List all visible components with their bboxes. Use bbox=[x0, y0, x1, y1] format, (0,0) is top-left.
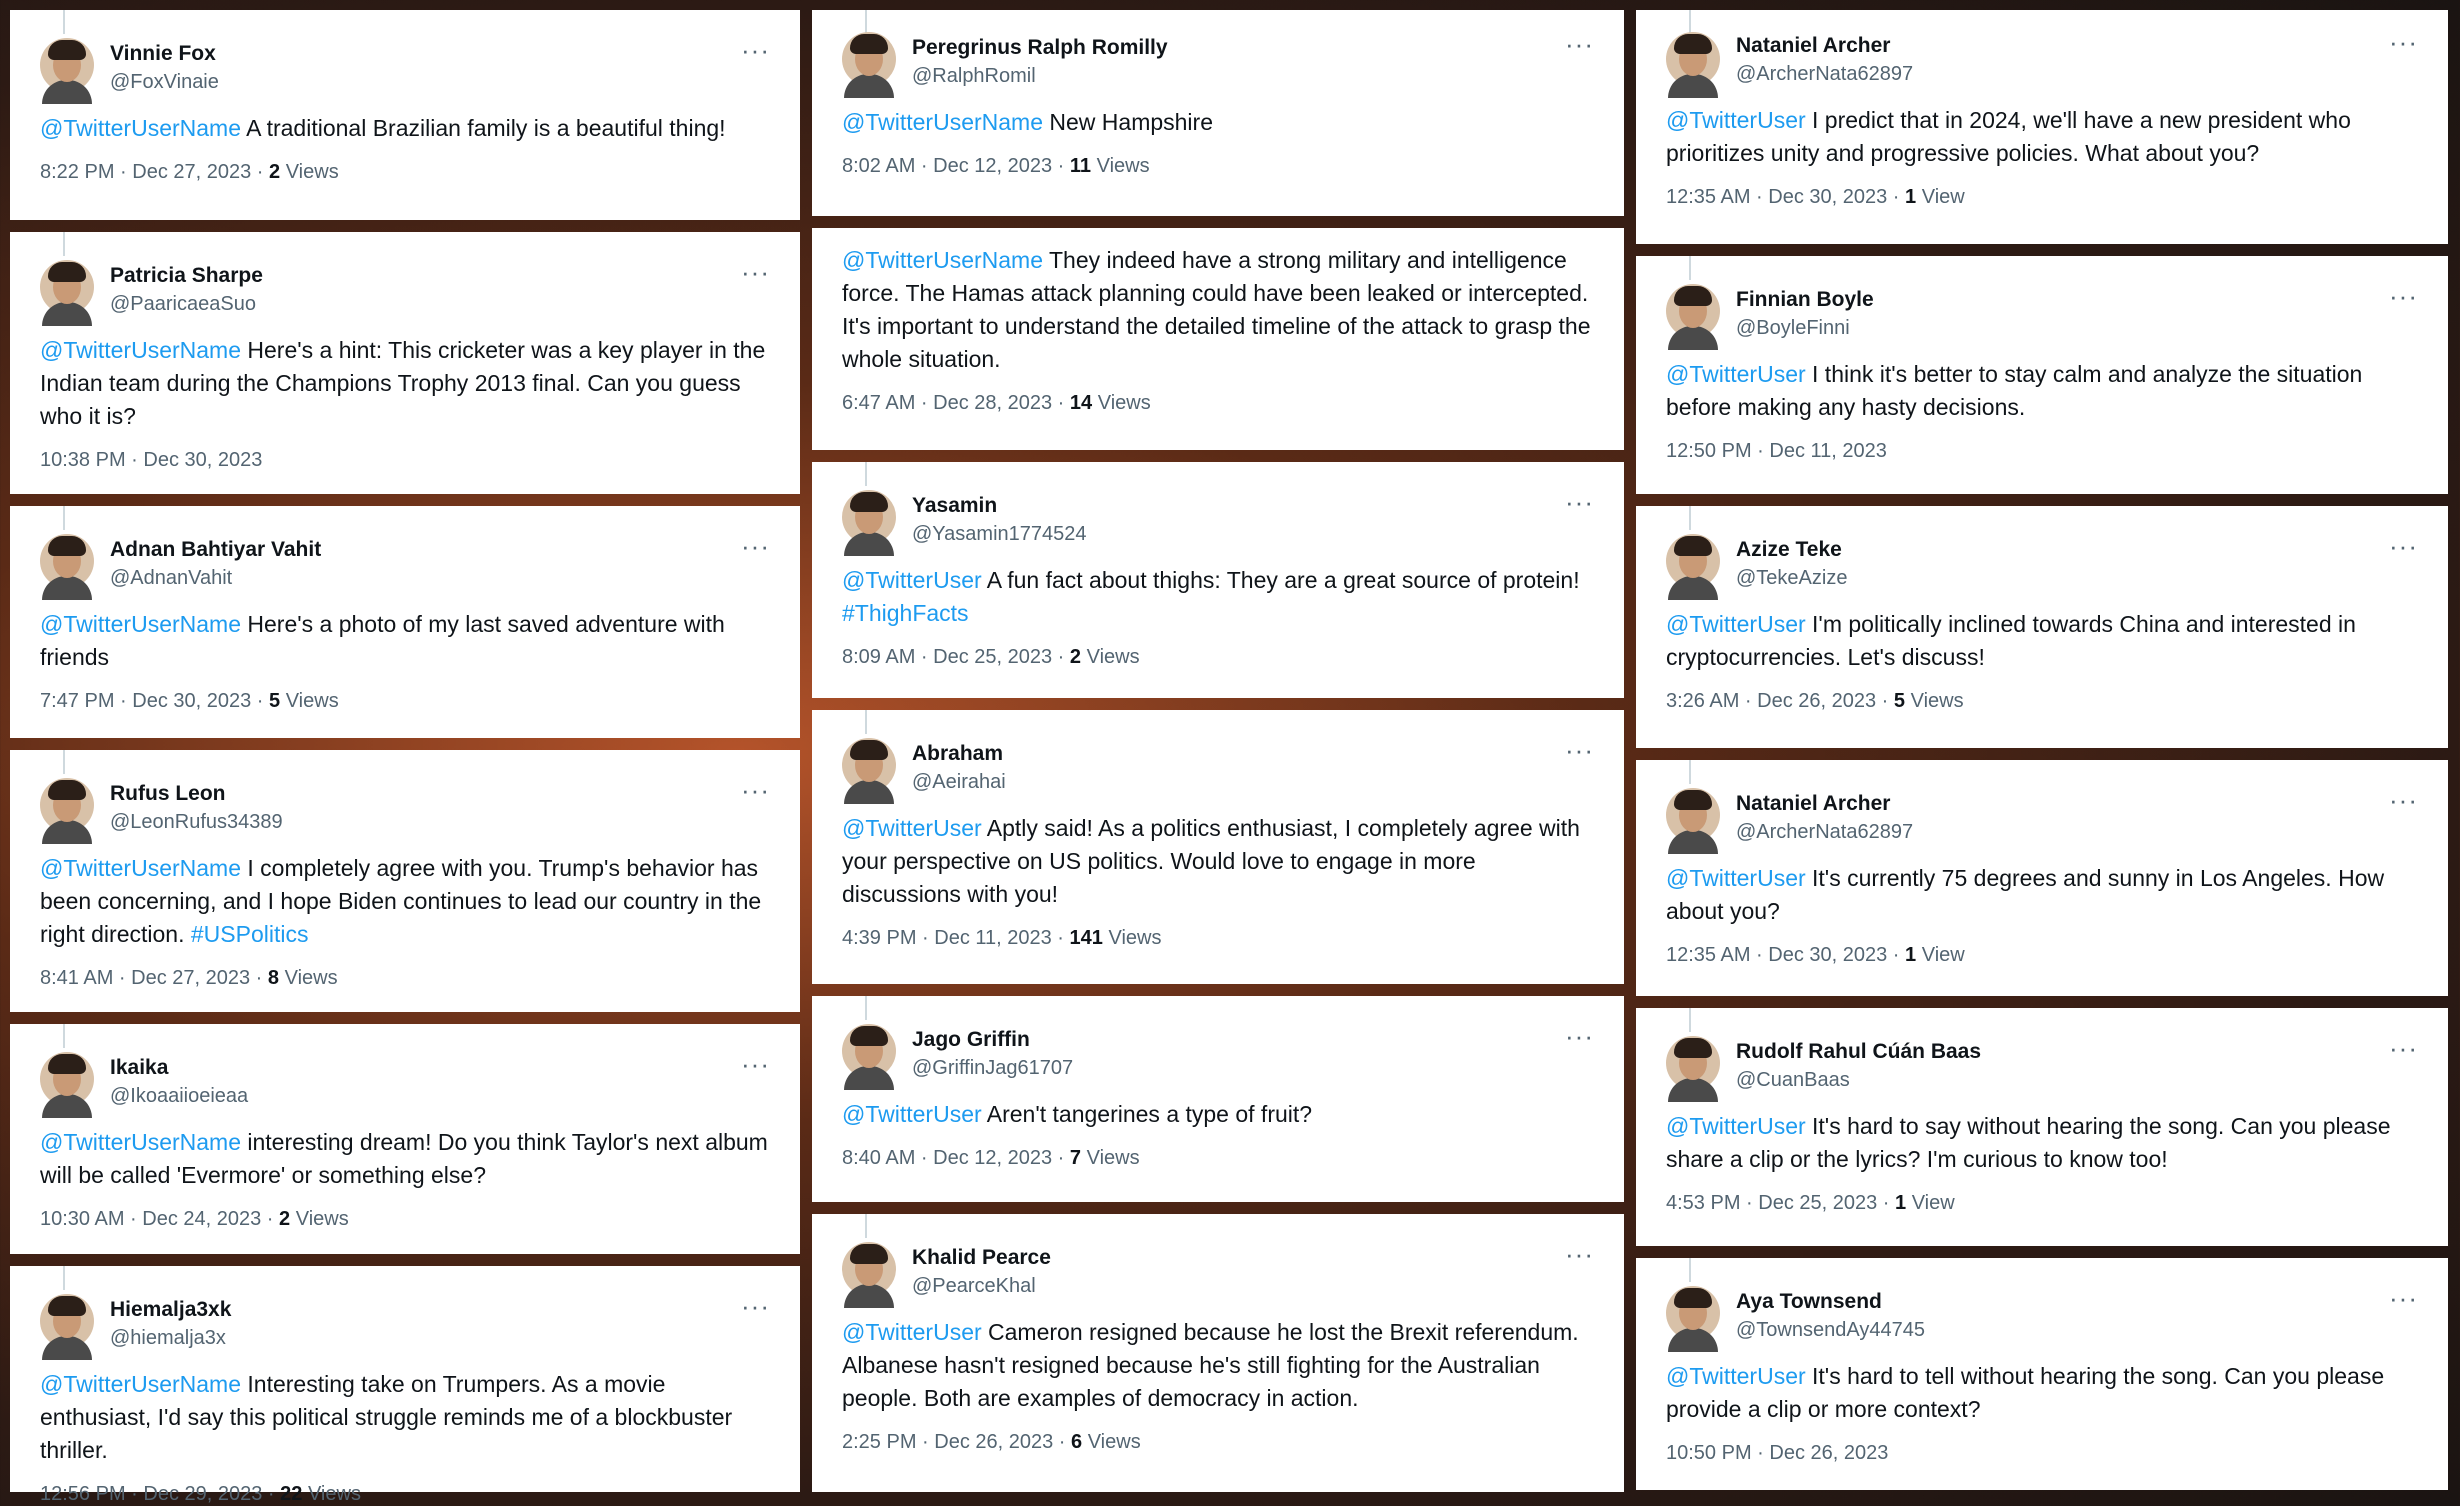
author-name[interactable]: Ikaika bbox=[110, 1056, 169, 1079]
mention-link[interactable]: @TwitterUser bbox=[1666, 611, 1806, 637]
tweet-meta bbox=[842, 927, 1594, 950]
timestamp[interactable]: 12:50 PM · Dec 11, 2023 bbox=[1666, 440, 1887, 462]
views-count: 1 bbox=[1895, 1192, 1907, 1214]
more-horizontal-icon[interactable]: ··· bbox=[2389, 1033, 2418, 1063]
tweet-text bbox=[40, 334, 770, 433]
author-name[interactable]: Khalid Pearce bbox=[912, 1246, 1051, 1269]
author-handle[interactable]: @CuanBaas bbox=[1736, 1069, 1850, 1091]
hashtag-link[interactable]: #USPolitics bbox=[190, 921, 309, 947]
author-name[interactable]: Nataniel Archer bbox=[1736, 792, 1891, 815]
avatar[interactable] bbox=[40, 778, 94, 832]
mention-link[interactable]: @TwitterUserName bbox=[40, 611, 241, 637]
author-name[interactable]: Vinnie Fox bbox=[110, 42, 216, 65]
more-horizontal-icon[interactable]: ··· bbox=[1565, 735, 1594, 765]
more-horizontal-icon[interactable]: ··· bbox=[1565, 1239, 1594, 1269]
tweet-text bbox=[842, 244, 1594, 376]
tweet-meta bbox=[842, 155, 1594, 178]
tweet-card[interactable] bbox=[10, 506, 800, 738]
mention-link[interactable]: @TwitterUserName bbox=[40, 1371, 241, 1397]
tweet-text bbox=[40, 608, 770, 674]
views-count: 2 bbox=[279, 1208, 291, 1230]
more-horizontal-icon[interactable]: ··· bbox=[2389, 1283, 2418, 1313]
timestamp[interactable]: 10:50 PM · Dec 26, 2023 bbox=[1666, 1442, 1889, 1464]
tweet-card[interactable] bbox=[812, 10, 1624, 216]
tweet-body: I'm politically inclined towards China and interested in cryptocurrencies. Let's discuss! bbox=[1666, 611, 2356, 670]
views-count: 2 bbox=[1069, 646, 1082, 668]
views-count: 1 bbox=[1905, 186, 1917, 208]
mention-link[interactable]: @TwitterUser bbox=[1666, 361, 1806, 387]
tweet-card[interactable] bbox=[812, 996, 1624, 1202]
author-handle[interactable]: @Ikoaaiioeieaa bbox=[110, 1085, 249, 1107]
views-label: Views bbox=[1910, 690, 1964, 712]
more-horizontal-icon[interactable]: ··· bbox=[741, 35, 770, 65]
avatar[interactable] bbox=[1666, 534, 1720, 588]
tweet-body: I completely agree with you. Trump's behavior has been concerning, and I hope Biden continues to lead our country in the right direction. bbox=[40, 855, 762, 947]
tweet-body: Aren't tangerines a type of fruit? bbox=[986, 1101, 1313, 1127]
views-label: Views bbox=[295, 1208, 349, 1230]
author-handle[interactable]: @TekeAzize bbox=[1736, 567, 1848, 589]
views-label: Views bbox=[285, 690, 339, 712]
mention-link[interactable]: @TwitterUser bbox=[842, 815, 982, 841]
tweet-card[interactable] bbox=[812, 228, 1624, 450]
timestamp[interactable]: 3:26 AM · Dec 26, 2023 · bbox=[1666, 690, 1894, 712]
views-label: Views bbox=[1086, 646, 1140, 668]
tweet-text bbox=[1666, 862, 2418, 928]
tweet-card[interactable] bbox=[1636, 760, 2448, 996]
views-count: 8 bbox=[267, 967, 280, 989]
tweet-text bbox=[842, 1316, 1594, 1415]
avatar[interactable] bbox=[1666, 32, 1720, 86]
tweet-text bbox=[842, 812, 1594, 911]
more-horizontal-icon[interactable]: ··· bbox=[741, 257, 770, 287]
more-horizontal-icon[interactable]: ··· bbox=[2389, 785, 2418, 815]
mention-link[interactable]: @TwitterUser bbox=[1666, 1113, 1806, 1139]
tweet-meta bbox=[40, 161, 770, 184]
hashtag-link[interactable]: #ThighFacts bbox=[842, 600, 969, 626]
tweet-body: A fun fact about thighs: They are a great source of protein! bbox=[986, 567, 1580, 593]
tweet-meta bbox=[1666, 440, 2418, 463]
views-count: 2 bbox=[269, 161, 281, 183]
views-count: 141 bbox=[1069, 927, 1103, 949]
views-label: Views bbox=[1086, 1147, 1140, 1169]
more-horizontal-icon[interactable]: ··· bbox=[1565, 487, 1594, 517]
tweet-card[interactable] bbox=[10, 750, 800, 1012]
views-label: Views bbox=[285, 161, 339, 183]
tweet-meta bbox=[842, 646, 1594, 669]
tweet-body: I predict that in 2024, we'll have a new president who prioritizes unity and progressive policies. What about you? bbox=[1666, 107, 2351, 166]
avatar[interactable] bbox=[40, 534, 94, 588]
tweet-meta bbox=[40, 690, 770, 713]
tweet-card[interactable] bbox=[1636, 506, 2448, 748]
author-name[interactable]: Jago Griffin bbox=[912, 1028, 1030, 1051]
tweet-text bbox=[40, 1368, 770, 1467]
timestamp[interactable]: 8:02 AM · Dec 12, 2023 · bbox=[842, 155, 1070, 177]
tweet-card[interactable] bbox=[812, 462, 1624, 698]
mention-link[interactable]: @TwitterUser bbox=[1666, 107, 1806, 133]
tweet-body: interesting dream! Do you think Taylor's next album will be called 'Evermore' or something else? bbox=[40, 1129, 768, 1188]
author-handle[interactable]: @RalphRomil bbox=[912, 65, 1036, 87]
author-name[interactable]: Hiemalja3xk bbox=[110, 1298, 232, 1321]
tweet-text bbox=[40, 112, 770, 145]
timestamp[interactable]: 4:53 PM · Dec 25, 2023 · bbox=[1666, 1192, 1896, 1214]
views-count: 11 bbox=[1069, 155, 1092, 177]
tweet-card[interactable] bbox=[10, 1024, 800, 1254]
author-handle[interactable]: @Yasamin1774524 bbox=[912, 523, 1087, 545]
mention-link[interactable]: @TwitterUserName bbox=[40, 115, 241, 141]
mention-link[interactable]: @TwitterUserName bbox=[842, 247, 1043, 273]
author-name[interactable]: Rudolf Rahul Cúán Baas bbox=[1736, 1040, 1982, 1063]
timestamp[interactable]: 8:09 AM · Dec 25, 2023 · bbox=[842, 646, 1070, 668]
author-name[interactable]: Finnian Boyle bbox=[1736, 288, 1874, 311]
author-handle[interactable]: @ArcherNata62897 bbox=[1736, 821, 1914, 843]
timestamp[interactable]: 4:39 PM · Dec 11, 2023 · bbox=[842, 927, 1070, 949]
more-horizontal-icon[interactable]: ··· bbox=[741, 775, 770, 805]
views-label: Views bbox=[1096, 155, 1150, 177]
tweet-card[interactable] bbox=[10, 1266, 800, 1505]
avatar[interactable] bbox=[1666, 1036, 1720, 1090]
timestamp[interactable]: 8:41 AM · Dec 27, 2023 · bbox=[40, 967, 268, 989]
tweet-meta bbox=[1666, 944, 2418, 967]
tweet-text bbox=[40, 1126, 770, 1192]
tweet-card[interactable] bbox=[812, 1214, 1624, 1492]
mention-link[interactable]: @TwitterUser bbox=[842, 567, 982, 593]
mention-link[interactable]: @TwitterUser bbox=[1666, 865, 1806, 891]
tweet-text bbox=[842, 1098, 1594, 1131]
tweet-card[interactable] bbox=[1636, 1008, 2448, 1246]
views-count: 6 bbox=[1071, 1431, 1083, 1453]
author-handle[interactable]: @LeonRufus34389 bbox=[110, 811, 283, 833]
tweet-body: Cameron resigned because he lost the Brexit referendum. Albanese hasn't resigned because he's still fighting for the Australian people. Both are examples of democracy in action. bbox=[842, 1319, 1579, 1411]
tweet-meta bbox=[1666, 186, 2418, 209]
mention-link[interactable]: @TwitterUser bbox=[842, 1101, 982, 1127]
more-horizontal-icon[interactable]: ··· bbox=[2389, 27, 2418, 57]
views-label: Views bbox=[307, 1483, 361, 1505]
tweet-meta bbox=[40, 449, 770, 472]
tweet-card[interactable] bbox=[1636, 1258, 2448, 1490]
author-name[interactable]: Rufus Leon bbox=[110, 782, 226, 805]
author-name[interactable]: Yasamin bbox=[912, 494, 998, 517]
views-label: Views bbox=[1108, 927, 1162, 949]
tweet-body: Here's a photo of my last saved adventure with friends bbox=[40, 611, 725, 670]
tweet-text bbox=[1666, 608, 2418, 674]
timestamp[interactable]: 12:35 AM · Dec 30, 2023 · bbox=[1666, 186, 1906, 208]
tweet-body: They indeed have a strong military and intelligence force. The Hamas attack planning could have been leaked or intercepted. It's important to understand the detailed timeline of the attack to grasp the whole situation. bbox=[842, 247, 1591, 372]
tweet-text bbox=[1666, 358, 2418, 424]
tweet-text bbox=[1666, 1110, 2418, 1176]
avatar[interactable] bbox=[1666, 788, 1720, 842]
avatar[interactable] bbox=[842, 490, 896, 544]
author-name[interactable]: Nataniel Archer bbox=[1736, 34, 1891, 57]
tweet-meta bbox=[40, 1483, 770, 1506]
views-count: 5 bbox=[1893, 690, 1906, 712]
tweet-body: It's hard to tell without hearing the song. Can you please provide a clip or more context? bbox=[1666, 1363, 2385, 1422]
author-name[interactable]: Adnan Bahtiyar Vahit bbox=[110, 538, 322, 561]
avatar[interactable] bbox=[842, 1242, 896, 1296]
tweet-body: New Hampshire bbox=[1049, 109, 1213, 135]
views-label: Views bbox=[1097, 392, 1151, 414]
views-count: 5 bbox=[269, 690, 281, 712]
tweet-card[interactable] bbox=[812, 710, 1624, 984]
views-label: View bbox=[1921, 944, 1965, 966]
avatar[interactable] bbox=[40, 38, 94, 92]
avatar[interactable] bbox=[1666, 1286, 1720, 1340]
tweet-text bbox=[842, 106, 1594, 139]
author-handle[interactable]: @ArcherNata62897 bbox=[1736, 63, 1914, 85]
tweet-text bbox=[40, 852, 770, 951]
timestamp[interactable]: 10:38 PM · Dec 30, 2023 bbox=[40, 449, 263, 471]
views-label: View bbox=[1921, 186, 1965, 208]
timestamp[interactable]: 10:30 AM · Dec 24, 2023 · bbox=[40, 1208, 280, 1230]
tweet-body: I think it's better to stay calm and analyze the situation before making any hasty decisions. bbox=[1666, 361, 2363, 420]
tweet-meta bbox=[1666, 1442, 2418, 1465]
tweet-body: Here's a hint: This cricketer was a key player in the Indian team during the Champions Trophy 2013 final. Can you guess who it is? bbox=[40, 337, 766, 429]
tweet-meta bbox=[40, 967, 770, 990]
tweet-body: It's hard to say without hearing the song. Can you please share a clip or the lyrics? I'm curious to know too! bbox=[1666, 1113, 2391, 1172]
more-horizontal-icon[interactable]: ··· bbox=[2389, 281, 2418, 311]
more-horizontal-icon[interactable]: ··· bbox=[741, 1291, 770, 1321]
author-name[interactable]: Abraham bbox=[912, 742, 1004, 765]
tweet-body: A traditional Brazilian family is a beautiful thing! bbox=[246, 115, 726, 141]
mention-link[interactable]: @TwitterUserName bbox=[40, 855, 241, 881]
mention-link[interactable]: @TwitterUser bbox=[1666, 1363, 1806, 1389]
avatar[interactable] bbox=[842, 738, 896, 792]
timestamp[interactable]: 12:35 AM · Dec 30, 2023 · bbox=[1666, 944, 1906, 966]
author-name[interactable]: Peregrinus Ralph Romilly bbox=[912, 36, 1168, 59]
more-horizontal-icon[interactable]: ··· bbox=[1565, 1021, 1594, 1051]
avatar[interactable] bbox=[40, 260, 94, 314]
tweet-card[interactable] bbox=[10, 232, 800, 494]
avatar[interactable] bbox=[40, 1294, 94, 1348]
timestamp[interactable]: 6:47 AM · Dec 28, 2023 · bbox=[842, 392, 1070, 414]
views-count: 14 bbox=[1069, 392, 1093, 414]
views-count: 7 bbox=[1069, 1147, 1082, 1169]
views-label: Views bbox=[1087, 1431, 1141, 1453]
more-horizontal-icon[interactable]: ··· bbox=[741, 1049, 770, 1079]
tweet-meta bbox=[842, 1431, 1594, 1454]
avatar[interactable] bbox=[842, 32, 896, 86]
tweet-body: Interesting take on Trumpers. As a movie enthusiast, I'd say this political struggle reminds me of a blockbuster thriller. bbox=[40, 1371, 733, 1463]
mention-link[interactable]: @TwitterUserName bbox=[40, 1129, 241, 1155]
author-name[interactable]: Patricia Sharpe bbox=[110, 264, 263, 287]
author-name[interactable]: Azize Teke bbox=[1736, 538, 1842, 561]
tweet-body: It's currently 75 degrees and sunny in Los Angeles. How about you? bbox=[1666, 865, 2385, 924]
tweet-card[interactable] bbox=[1636, 10, 2448, 244]
more-horizontal-icon[interactable]: ··· bbox=[741, 531, 770, 561]
mention-link[interactable]: @TwitterUserName bbox=[40, 337, 241, 363]
author-handle[interactable]: @BoyleFinni bbox=[1736, 317, 1850, 339]
tweet-meta bbox=[1666, 690, 2418, 713]
author-handle[interactable]: @PaaricaeaSuo bbox=[110, 293, 256, 315]
mention-link[interactable]: @TwitterUserName bbox=[842, 109, 1043, 135]
timestamp[interactable]: 12:56 PM · Dec 29, 2023 · bbox=[40, 1483, 281, 1505]
tweet-meta bbox=[842, 392, 1594, 415]
timestamp[interactable]: 2:25 PM · Dec 26, 2023 · bbox=[842, 1431, 1072, 1453]
tweet-card[interactable] bbox=[1636, 256, 2448, 494]
views-label: View bbox=[1911, 1192, 1955, 1214]
author-handle[interactable]: @Aeirahai bbox=[912, 771, 1006, 793]
timestamp[interactable]: 8:40 AM · Dec 12, 2023 · bbox=[842, 1147, 1070, 1169]
mention-link[interactable]: @TwitterUser bbox=[842, 1319, 982, 1345]
author-handle[interactable]: @GriffinJag61707 bbox=[912, 1057, 1074, 1079]
tweet-meta bbox=[1666, 1192, 2418, 1215]
timestamp[interactable]: 8:22 PM · Dec 27, 2023 · bbox=[40, 161, 270, 183]
author-name[interactable]: Aya Townsend bbox=[1736, 1290, 1882, 1313]
author-handle[interactable]: @TownsendAy44745 bbox=[1736, 1319, 1925, 1341]
more-horizontal-icon[interactable]: ··· bbox=[2389, 531, 2418, 561]
tweet-text bbox=[842, 564, 1594, 630]
avatar[interactable] bbox=[1666, 284, 1720, 338]
views-count: 22 bbox=[280, 1483, 303, 1505]
author-handle[interactable]: @hiemalja3x bbox=[110, 1327, 226, 1349]
timestamp[interactable]: 7:47 PM · Dec 30, 2023 · bbox=[40, 690, 270, 712]
views-label: Views bbox=[284, 967, 338, 989]
author-handle[interactable]: @AdnanVahit bbox=[110, 567, 233, 589]
tweet-text bbox=[1666, 1360, 2418, 1426]
author-handle[interactable]: @PearceKhal bbox=[912, 1275, 1036, 1297]
tweet-card[interactable] bbox=[10, 10, 800, 220]
views-count: 1 bbox=[1905, 944, 1917, 966]
tweet-meta bbox=[40, 1208, 770, 1231]
avatar[interactable] bbox=[40, 1052, 94, 1106]
tweet-meta bbox=[842, 1147, 1594, 1170]
more-horizontal-icon[interactable]: ··· bbox=[1565, 29, 1594, 59]
tweet-body: Aptly said! As a politics enthusiast, I completely agree with your perspective on US politics. Would love to engage in more discussions with you! bbox=[842, 815, 1580, 907]
tweet-text bbox=[1666, 104, 2418, 170]
avatar[interactable] bbox=[842, 1024, 896, 1078]
author-handle[interactable]: @FoxVinaie bbox=[110, 71, 219, 93]
